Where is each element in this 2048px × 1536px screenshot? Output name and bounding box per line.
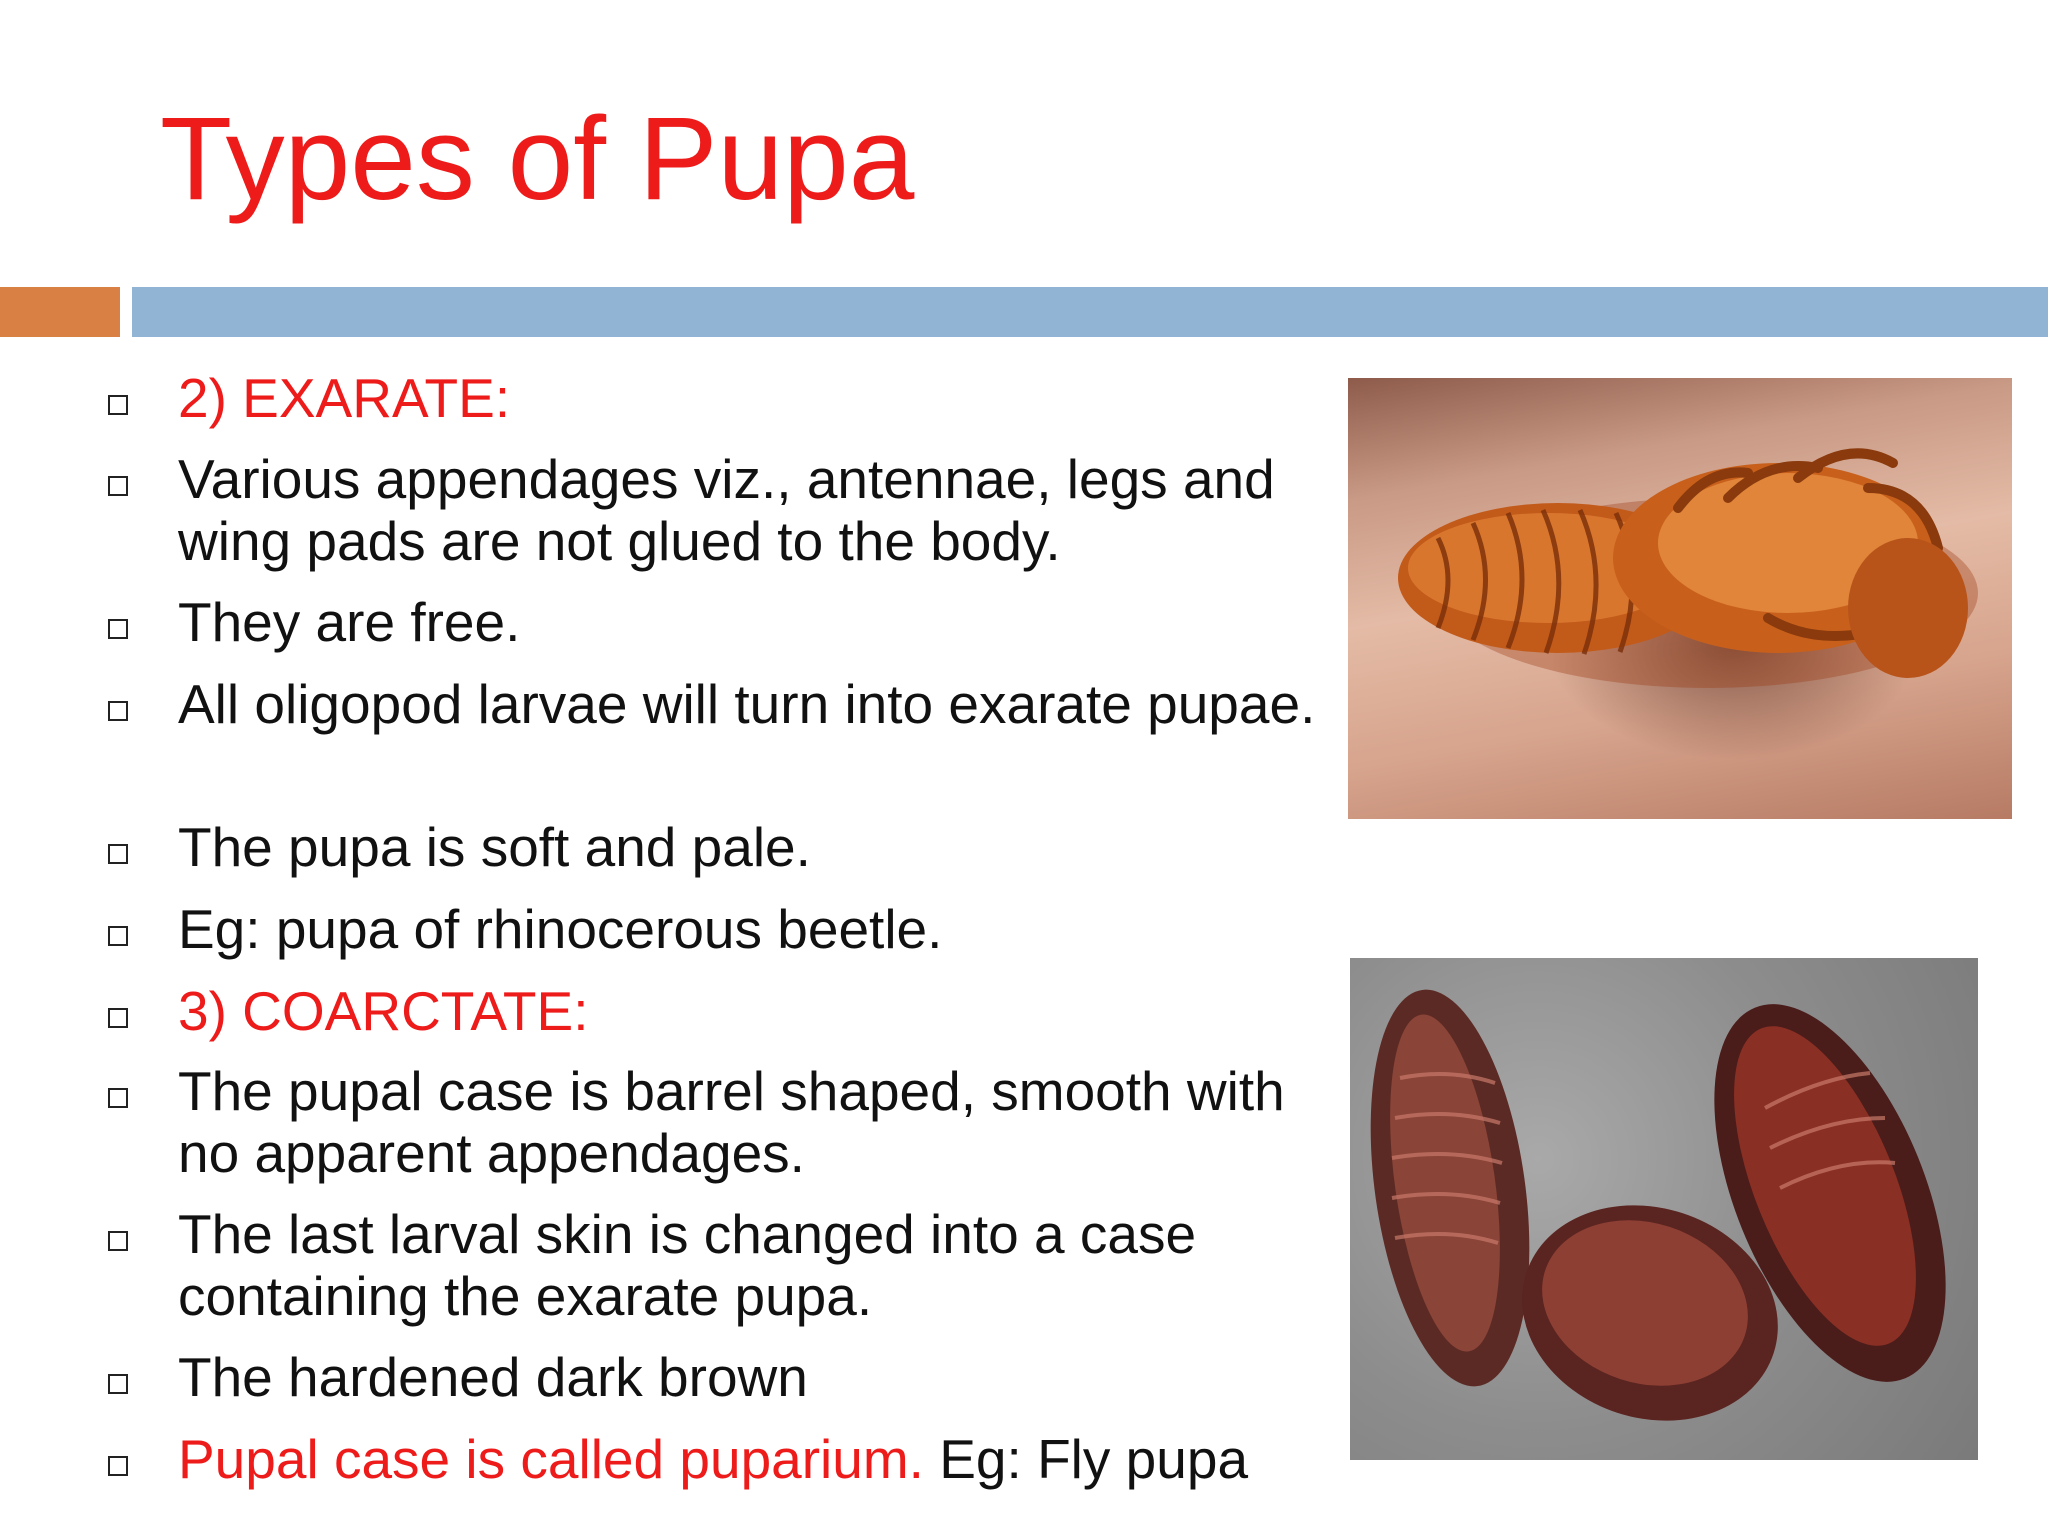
bullet-text: Various appendages viz., antennae, legs and wing pads are not glued to the body. [178, 448, 1275, 572]
coarctate-pupa-photo [1350, 958, 1978, 1460]
square-bullet-icon [108, 926, 128, 946]
bullet-text: All oligopod larvae will turn into exarate pupae. [178, 673, 1316, 735]
square-bullet-icon [108, 619, 128, 639]
square-bullet-icon [108, 1374, 128, 1394]
bullet-text: The pupa is soft and pale. [178, 816, 811, 878]
bullet-text: They are free. [178, 591, 521, 653]
bullet-rest: Eg: Fly pupa [923, 1428, 1249, 1490]
bullet-text [178, 1428, 1338, 1490]
exarate-pupa-illustration [1348, 378, 2012, 819]
bullet-text: Eg: pupa of rhinocerous beetle. [178, 898, 943, 960]
square-bullet-icon [108, 476, 128, 496]
square-bullet-icon [108, 1231, 128, 1251]
square-bullet-icon [108, 1088, 128, 1108]
bullet-text: The last larval skin is changed into a case containing the exarate pupa. [178, 1203, 1197, 1327]
square-bullet-icon [108, 1008, 128, 1028]
bullet-heading: 3) COARCTATE: [178, 980, 589, 1042]
coarctate-pupa-illustration [1350, 958, 1978, 1460]
square-bullet-icon [108, 701, 128, 721]
bullet-text: The pupal case is barrel shaped, smooth with no apparent appendages. [178, 1060, 1285, 1184]
square-bullet-icon [108, 395, 128, 415]
bullet-highlight: Pupal case is called puparium. [178, 1428, 924, 1490]
exarate-pupa-photo [1348, 378, 2012, 819]
bullet-text: The hardened dark brown [178, 1346, 808, 1408]
bullet-heading: 2) EXARATE: [178, 367, 511, 429]
slide-title: Types of Pupa [160, 93, 915, 225]
square-bullet-icon [108, 844, 128, 864]
square-bullet-icon [108, 1456, 128, 1476]
